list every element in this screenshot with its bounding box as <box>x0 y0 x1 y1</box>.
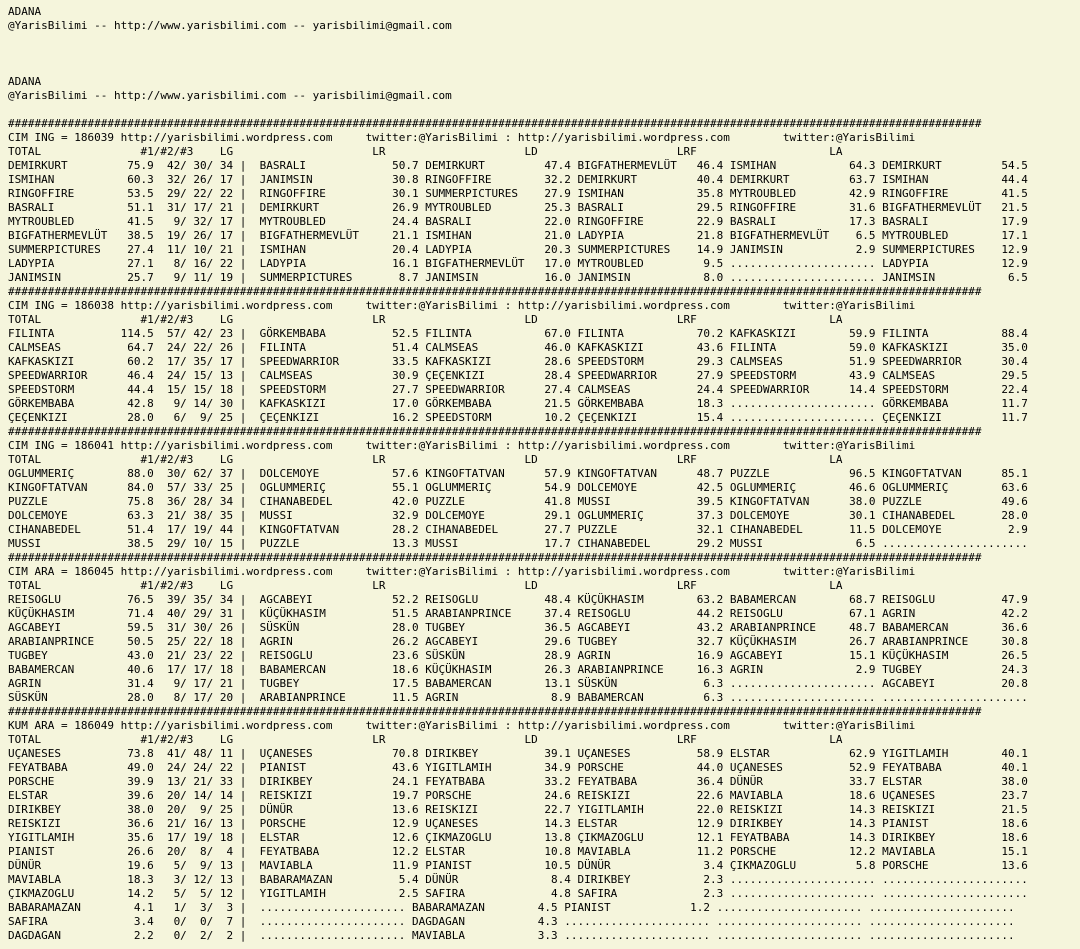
result-row: DIRIKBEY 38.0 20/ 9/ 25 | DÜNÜR 13.6 REISKIZI 22.7 YIGITLAMIH 22.0 REISKIZI 14.3 REISKIZI 21.5 <box>8 803 1028 816</box>
race-title: CIM ING = 186038 http://yarisbilimi.wordpress.com twitter:@YarisBilimi : http://yarisbilimi.wordpress.com twitter:@YarisBilimi <box>8 299 916 312</box>
result-row: SAFIRA 3.4 0/ 0/ 7 | ...................... DAGDAGAN 4.3 ...................... ...................... ...................... <box>8 915 1015 928</box>
result-row: SÜSKÜN 28.0 8/ 17/ 20 | ARABIANPRINCE 11.5 AGRIN 8.9 BABAMERCAN 6.3 ...................... ...................... <box>8 691 1028 704</box>
result-row: PORSCHE 39.9 13/ 21/ 33 | DIRIKBEY 24.1 FEYATBABA 33.2 FEYATBABA 36.4 DÜNÜR 33.7 ELSTAR 38.0 <box>8 775 1028 788</box>
result-row: CALMSEAS 64.7 24/ 22/ 26 | FILINTA 51.4 CALMSEAS 46.0 KAFKASKIZI 43.6 FILINTA 59.0 KAFKASKIZI 35.0 <box>8 341 1028 354</box>
header-line: @YarisBilimi -- http://www.yarisbilimi.com -- yarisbilimi@gmail.com <box>8 19 452 32</box>
result-row: MUSSI 38.5 29/ 10/ 15 | PUZZLE 13.3 MUSSI 17.7 CIHANABEDEL 29.2 MUSSI 6.5 ...................... <box>8 537 1028 550</box>
result-row: DEMIRKURT 75.9 42/ 30/ 34 | BASRALI 50.7 DEMIRKURT 47.4 BIGFATHERMEVLÜT 46.4 ISMIHAN 64.3 DEMIRKURT 54.5 <box>8 159 1028 172</box>
header-line <box>8 103 1080 117</box>
column-header: TOTAL #1/#2/#3 LG LR LD LRF LA <box>8 733 843 746</box>
result-row: MYTROUBLED 41.5 9/ 32/ 17 | MYTROUBLED 24.4 BASRALI 22.0 RINGOFFIRE 22.9 BASRALI 17.3 BASRALI 17.9 <box>8 215 1028 228</box>
result-row: REISOGLU 76.5 39/ 35/ 34 | AGCABEYI 52.2 REISOGLU 48.4 KÜÇÜKHASIM 63.2 BABAMERCAN 68.7 REISOGLU 47.9 <box>8 593 1028 606</box>
result-row: KÜÇÜKHASIM 71.4 40/ 29/ 31 | KÜÇÜKHASIM 51.5 ARABIANPRINCE 37.4 REISOGLU 44.2 REISOGLU 67.1 AGRIN 42.2 <box>8 607 1028 620</box>
result-row: TUGBEY 43.0 21/ 23/ 22 | REISOGLU 23.6 SÜSKÜN 28.9 AGRIN 16.9 AGCABEYI 15.1 KÜÇÜKHASIM 26.5 <box>8 649 1028 662</box>
result-row: BASRALI 51.1 31/ 17/ 21 | DEMIRKURT 26.9 MYTROUBLED 25.3 BASRALI 29.5 RINGOFFIRE 31.6 BIGFATHERMEVLÜT 21.5 <box>8 201 1028 214</box>
header-line: ADANA <box>8 75 42 88</box>
header-line <box>8 47 1080 61</box>
column-header: TOTAL #1/#2/#3 LG LR LD LRF LA <box>8 313 843 326</box>
result-row: JANIMSIN 25.7 9/ 11/ 19 | SUMMERPICTURES 8.7 JANIMSIN 16.0 JANIMSIN 8.0 ...................... JANIMSIN 6.5 <box>8 271 1028 284</box>
column-header: TOTAL #1/#2/#3 LG LR LD LRF LA <box>8 453 843 466</box>
separator-line: ################################################################################################################################################### <box>8 551 982 564</box>
separator-line: ################################################################################################################################################### <box>8 425 982 438</box>
result-row: BIGFATHERMEVLÜT 38.5 19/ 26/ 17 | BIGFATHERMEVLÜT 21.1 ISMIHAN 21.0 LADYPIA 21.8 BIGFATHERMEVLÜT 6.5 MYTROUBLED 17.1 <box>8 229 1028 242</box>
race-title: CIM ING = 186041 http://yarisbilimi.wordpress.com twitter:@YarisBilimi : http://yarisbilimi.wordpress.com twitter:@YarisBilimi <box>8 439 916 452</box>
header-line <box>8 33 1080 47</box>
result-row: SUMMERPICTURES 27.4 11/ 10/ 21 | ISMIHAN 20.4 LADYPIA 20.3 SUMMERPICTURES 14.9 JANIMSIN 2.9 SUMMERPICTURES 12.9 <box>8 243 1028 256</box>
header-line <box>8 61 1080 75</box>
result-row: ARABIANPRINCE 50.5 25/ 22/ 18 | AGRIN 26.2 AGCABEYI 29.6 TUGBEY 32.7 KÜÇÜKHASIM 26.7 ARABIANPRINCE 30.8 <box>8 635 1028 648</box>
result-row: DÜNÜR 19.6 5/ 9/ 13 | MAVIABLA 11.9 PIANIST 10.5 DÜNÜR 3.4 ÇIKMAZOGLU 5.8 PORSCHE 13.6 <box>8 859 1028 872</box>
race-title: CIM ARA = 186045 http://yarisbilimi.wordpress.com twitter:@YarisBilimi : http://yarisbilimi.wordpress.com twitter:@YarisBilimi <box>8 565 916 578</box>
separator-line: ################################################################################################################################################### <box>8 285 982 298</box>
result-row: ÇEÇENKIZI 28.0 6/ 9/ 25 | ÇEÇENKIZI 16.2 SPEEDSTORM 10.2 ÇEÇENKIZI 15.4 ...................... ÇEÇENKIZI 11.7 <box>8 411 1028 424</box>
result-row: BABAMERCAN 40.6 17/ 17/ 18 | BABAMERCAN 18.6 KÜÇÜKHASIM 26.3 ARABIANPRINCE 16.3 AGRIN 2.9 TUGBEY 24.3 <box>8 663 1028 676</box>
result-row: KINGOFTATVAN 84.0 57/ 33/ 25 | OGLUMMERIÇ 55.1 OGLUMMERIÇ 54.9 DOLCEMOYE 42.5 OGLUMMERIÇ 46.6 OGLUMMERIÇ 63.6 <box>8 481 1028 494</box>
result-row: FEYATBABA 49.0 24/ 24/ 22 | PIANIST 43.6 YIGITLAMIH 34.9 PORSCHE 44.0 UÇANESES 52.9 FEYATBABA 40.1 <box>8 761 1028 774</box>
result-row: RINGOFFIRE 53.5 29/ 22/ 22 | RINGOFFIRE 30.1 SUMMERPICTURES 27.9 ISMIHAN 35.8 MYTROUBLED 42.9 RINGOFFIRE 41.5 <box>8 187 1028 200</box>
result-row: GÖRKEMBABA 42.8 9/ 14/ 30 | KAFKASKIZI 17.0 GÖRKEMBABA 21.5 GÖRKEMBABA 18.3 ...................... GÖRKEMBABA 11.7 <box>8 397 1028 410</box>
result-row: AGCABEYI 59.5 31/ 30/ 26 | SÜSKÜN 28.0 TUGBEY 36.5 AGCABEYI 43.2 ARABIANPRINCE 48.7 BABAMERCAN 36.6 <box>8 621 1028 634</box>
race-title: KUM ARA = 186049 http://yarisbilimi.wordpress.com twitter:@YarisBilimi : http://yarisbilimi.wordpress.com twitter:@YarisBilimi <box>8 719 916 732</box>
header-line: @YarisBilimi -- http://www.yarisbilimi.com -- yarisbilimi@gmail.com <box>8 89 452 102</box>
result-row: PIANIST 26.6 20/ 8/ 4 | FEYATBABA 12.2 ELSTAR 10.8 MAVIABLA 11.2 PORSCHE 12.2 MAVIABLA 15.1 <box>8 845 1028 858</box>
result-row: BABARAMAZAN 4.1 1/ 3/ 3 | ...................... BABARAMAZAN 4.5 PIANIST 1.2 ...................... ...................... <box>8 901 1015 914</box>
column-header: TOTAL #1/#2/#3 LG LR LD LRF LA <box>8 145 843 158</box>
result-row: PUZZLE 75.8 36/ 28/ 34 | CIHANABEDEL 42.0 PUZZLE 41.8 MUSSI 39.5 KINGOFTATVAN 38.0 PUZZLE 49.6 <box>8 495 1028 508</box>
separator-line: ################################################################################################################################################### <box>8 705 982 718</box>
result-row: KAFKASKIZI 60.2 17/ 35/ 17 | SPEEDWARRIOR 33.5 KAFKASKIZI 28.6 SPEEDSTORM 29.3 CALMSEAS 51.9 SPEEDWARRIOR 30.4 <box>8 355 1028 368</box>
result-row: SPEEDWARRIOR 46.4 24/ 15/ 13 | CALMSEAS 30.9 ÇEÇENKIZI 28.4 SPEEDWARRIOR 27.9 SPEEDSTORM 43.9 CALMSEAS 29.5 <box>8 369 1028 382</box>
header-line: ADANA <box>8 5 42 18</box>
result-row: ELSTAR 39.6 20/ 14/ 14 | REISKIZI 19.7 PORSCHE 24.6 REISKIZI 22.6 MAVIABLA 18.6 UÇANESES 23.7 <box>8 789 1028 802</box>
result-row: AGRIN 31.4 9/ 17/ 21 | TUGBEY 17.5 BABAMERCAN 13.1 SÜSKÜN 6.3 ...................... AGCABEYI 20.8 <box>8 677 1028 690</box>
result-row: DOLCEMOYE 63.3 21/ 38/ 35 | MUSSI 32.9 DOLCEMOYE 29.1 OGLUMMERIÇ 37.3 DOLCEMOYE 30.1 CIHANABEDEL 28.0 <box>8 509 1028 522</box>
result-row: OGLUMMERIÇ 88.0 30/ 62/ 37 | DOLCEMOYE 57.6 KINGOFTATVAN 57.9 KINGOFTATVAN 48.7 PUZZLE 96.5 KINGOFTATVAN 85.1 <box>8 467 1028 480</box>
result-row: CIHANABEDEL 51.4 17/ 19/ 44 | KINGOFTATVAN 28.2 CIHANABEDEL 27.7 PUZZLE 32.1 CIHANABEDEL 11.5 DOLCEMOYE 2.9 <box>8 523 1028 536</box>
result-row: REISKIZI 36.6 21/ 16/ 13 | PORSCHE 12.9 UÇANESES 14.3 ELSTAR 12.9 DIRIKBEY 14.3 PIANIST 18.6 <box>8 817 1028 830</box>
race-title: CIM ING = 186039 http://yarisbilimi.wordpress.com twitter:@YarisBilimi : http://yarisbilimi.wordpress.com twitter:@YarisBilimi <box>8 131 916 144</box>
result-row: SPEEDSTORM 44.4 15/ 15/ 18 | SPEEDSTORM 27.7 SPEEDWARRIOR 27.4 CALMSEAS 24.4 SPEEDWARRIOR 14.4 SPEEDSTORM 22.4 <box>8 383 1028 396</box>
result-row: LADYPIA 27.1 8/ 16/ 22 | LADYPIA 16.1 BIGFATHERMEVLÜT 17.0 MYTROUBLED 9.5 ...................... LADYPIA 12.9 <box>8 257 1028 270</box>
result-row: UÇANESES 73.8 41/ 48/ 11 | UÇANESES 70.8 DIRIKBEY 39.1 UÇANESES 58.9 ELSTAR 62.9 YIGITLAMIH 40.1 <box>8 747 1028 760</box>
result-row: YIGITLAMIH 35.6 17/ 19/ 18 | ELSTAR 12.6 ÇIKMAZOGLU 13.8 ÇIKMAZOGLU 12.1 FEYATBABA 14.3 DIRIKBEY 18.6 <box>8 831 1028 844</box>
result-row: MAVIABLA 18.3 3/ 12/ 13 | BABARAMAZAN 5.4 DÜNÜR 8.4 DIRIKBEY 2.3 ...................... ...................... <box>8 873 1028 886</box>
result-row: ISMIHAN 60.3 32/ 26/ 17 | JANIMSIN 30.8 RINGOFFIRE 32.2 DEMIRKURT 40.4 DEMIRKURT 63.7 ISMIHAN 44.4 <box>8 173 1028 186</box>
column-header: TOTAL #1/#2/#3 LG LR LD LRF LA <box>8 579 843 592</box>
result-row: FILINTA 114.5 57/ 42/ 23 | GÖRKEMBABA 52.5 FILINTA 67.0 FILINTA 70.2 KAFKASKIZI 59.9 FILINTA 88.4 <box>8 327 1028 340</box>
separator-line: ################################################################################################################################################### <box>8 117 982 130</box>
result-row: DAGDAGAN 2.2 0/ 2/ 2 | ...................... MAVIABLA 3.3 ...................... ...................... ...................... <box>8 929 1015 942</box>
result-row: ÇIKMAZOGLU 14.2 5/ 5/ 12 | YIGITLAMIH 2.5 SAFIRA 4.8 SAFIRA 2.3 ...................... ...................... <box>8 887 1028 900</box>
